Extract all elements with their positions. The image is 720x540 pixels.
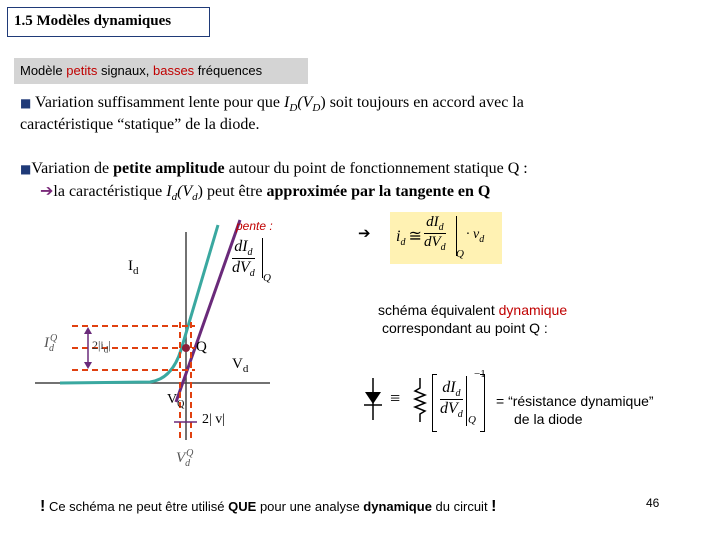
equiv-sign: ≡ [390, 388, 401, 408]
diode-symbol-icon [365, 392, 381, 404]
p2-math-v: (V [177, 183, 193, 200]
resistance-eval-bar [466, 376, 467, 426]
p2-text-d: ) peut être [197, 183, 267, 200]
square-bullet-icon: ■ [20, 162, 32, 176]
p2-bold-tangente: approximée par la tangente en Q [266, 183, 491, 200]
resistance-fraction: $dI_d$ $dV_d$ [440, 379, 463, 421]
slide-title: 1.5 Modèles dynamiques [7, 7, 210, 37]
exclamation-icon: ! [491, 498, 497, 515]
p2-sub-d2: d [192, 191, 198, 204]
slope-formula: $dI_d$ $dV_d$ [232, 238, 255, 280]
square-bullet-icon: ■ [20, 96, 32, 110]
idq-label: $I_d^Q$ [44, 333, 58, 354]
approx-eval-q: Q [456, 248, 464, 260]
paren-left [432, 374, 437, 432]
times-vd: · $v_d$ [466, 227, 485, 245]
p2-text-b: autour du point de fonctionnement statique Q : [224, 160, 528, 177]
operating-point-q [182, 344, 190, 352]
resistor-symbol-icon [415, 378, 425, 422]
amp-id-label: $2|i_d|$ [92, 338, 111, 355]
page-number: 46 [646, 496, 660, 510]
arrow-down-icon [84, 362, 92, 369]
resistance-dynamique-text: = “résistance dynamique” de la diode [496, 393, 654, 427]
id-approx-lhs: $i_d$ ≅ [396, 228, 422, 249]
paragraph-1-line-2: caractéristique “statique” de la diode. [20, 116, 260, 133]
subtitle-basses: basses [152, 63, 195, 78]
subtitle-text-1: Modèle [20, 63, 67, 78]
p2-bold-amplitude: petite amplitude [113, 160, 225, 177]
arrow-right-icon: ➔ [358, 224, 371, 242]
subtitle-petits: petits [66, 63, 98, 78]
vd-axis-label: $V_d$ [232, 356, 249, 375]
inverse-exponent: −1 [474, 368, 486, 380]
p1-text-a: Variation suffisamment lente pour que [31, 94, 285, 111]
p1-math-v: (V [297, 94, 313, 111]
p2-math-i: I [166, 183, 172, 200]
vdq-label: $V_d^Q$ [176, 448, 194, 469]
p2-text-c: la caractéristique [53, 183, 167, 200]
p1-sub-d2: D [312, 102, 321, 115]
slope-eval-bar [262, 238, 263, 278]
id-axis-label: $I_d$ [128, 258, 139, 277]
subtitle-text-3: fréquences [194, 63, 263, 78]
amp-v-label: 2| v| [202, 412, 226, 427]
arrow-up-icon [84, 327, 92, 334]
schema-heading: schéma équivalent dynamique correspondant au point Q : [378, 302, 568, 336]
id-approx-fraction: $dI_d$ $dV_d$ [424, 214, 446, 253]
pente-label: pente : [236, 219, 273, 233]
footer-warning: ! Ce schéma ne peut être utilisé QUE pour une analyse dynamique du circuit ! [40, 498, 497, 515]
slope-eval-q: Q [263, 272, 271, 284]
exclamation-icon: ! [40, 498, 46, 515]
vq-label: $V_Q$ [167, 392, 185, 410]
paren-right [480, 374, 485, 432]
p1-text-b: ) soit toujours en accord avec la [320, 94, 524, 111]
right-arrow-icon: ➔ [40, 181, 54, 200]
p1-sub-d: D [289, 102, 298, 115]
q-label: Q [196, 339, 207, 355]
subtitle-text-2: signaux, [97, 63, 153, 78]
id-approx-formula [390, 212, 502, 264]
p2-text-a: Variation de [31, 160, 114, 177]
resistance-eval-q: Q [468, 414, 476, 426]
diode-curve [60, 225, 218, 383]
p2-sub-d: d [171, 191, 178, 204]
p1-math-i: I [284, 94, 290, 111]
